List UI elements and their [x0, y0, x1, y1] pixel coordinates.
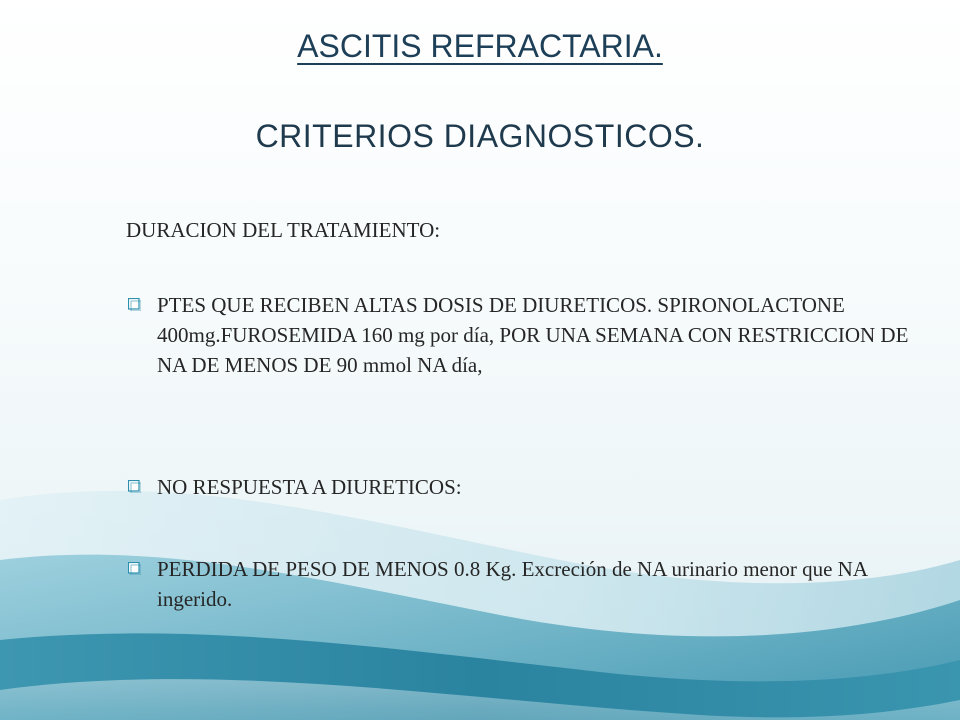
bullet-text: NO RESPUESTA A DIURETICOS: [157, 475, 462, 499]
checkbox-bullet-icon [128, 480, 141, 493]
bullet-text: PERDIDA DE PESO DE MENOS 0.8 Kg. Excreción de NA urinario menor que NA ingerido. [157, 557, 867, 611]
bullet-item [128, 554, 918, 614]
checkbox-bullet-icon [128, 562, 141, 575]
section-heading: DURACION DEL TRATAMIENTO: [126, 218, 441, 242]
slide-title [0, 28, 960, 65]
bullet-item [128, 472, 918, 502]
checkbox-bullet-icon [128, 298, 141, 311]
slide-title-text: ASCITIS REFRACTARIA. [297, 28, 663, 64]
bullet-item [128, 290, 918, 380]
slide-subtitle: CRITERIOS DIAGNOSTICOS. [255, 118, 705, 154]
bullet-text: PTES QUE RECIBEN ALTAS DOSIS DE DIURETICOS. SPIRONOLACTONE 400mg.FUROSEMIDA 160 mg por día, POR UNA SEMANA CON RESTRICCION DE NA DE MENOS DE 90 mmol NA día, [157, 293, 909, 377]
